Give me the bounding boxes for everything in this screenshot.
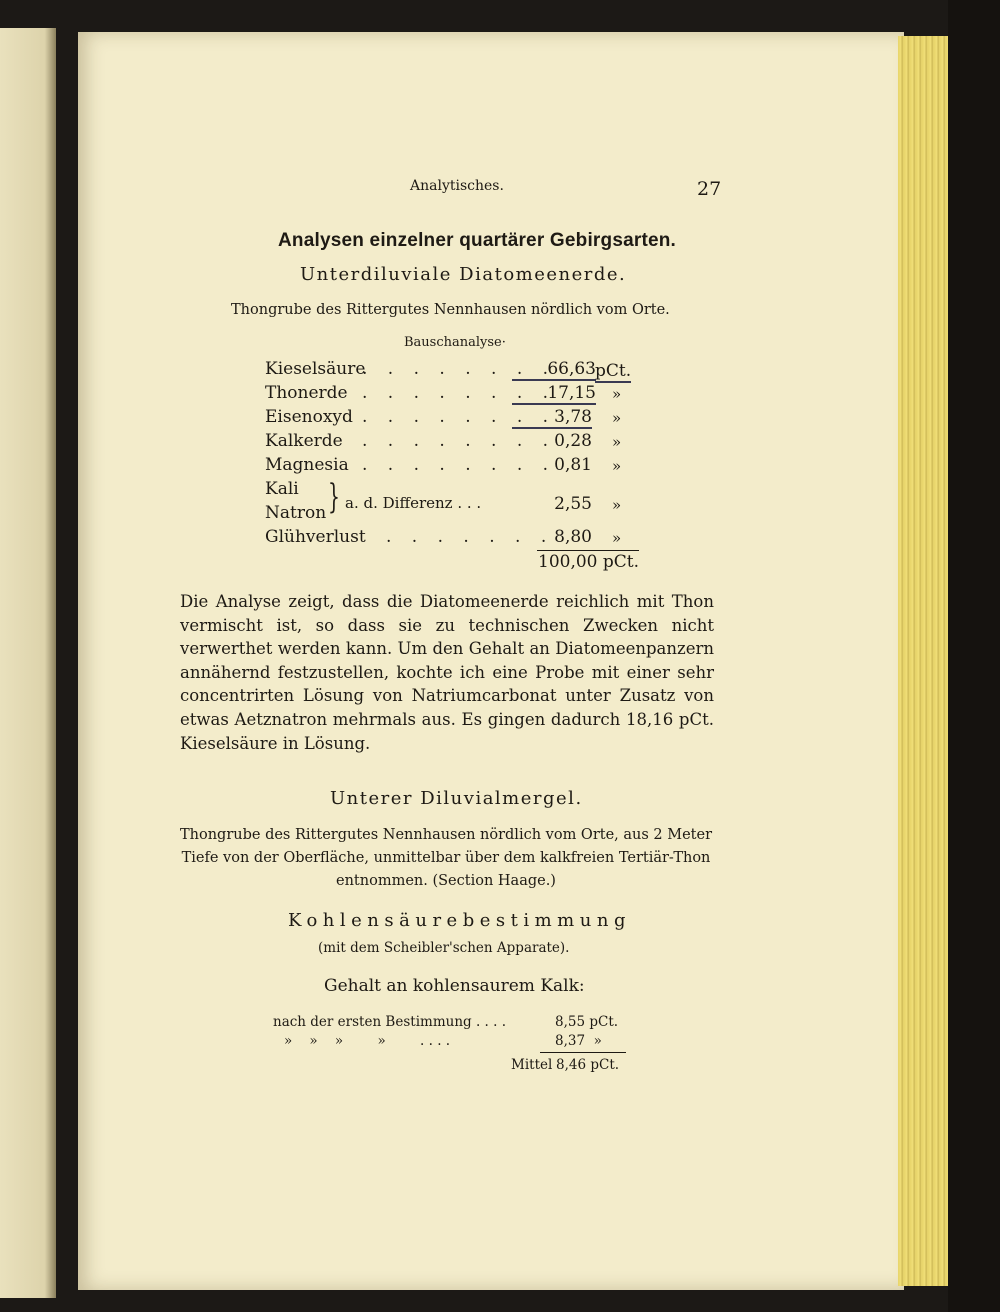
analysis-label: Bauschanalyse· xyxy=(404,335,506,350)
section-title-diluvialmergel: Unterer Diluvialmergel. xyxy=(330,788,583,809)
page-block-edge xyxy=(898,36,948,1286)
row-dots: . . . . . . . . xyxy=(362,383,556,403)
row-value: 17,15 xyxy=(512,383,596,405)
body-paragraph: Die Analyse zeigt, dass die Diatomeenerde reichlich mit Thon vermischt ist, so dass sie zu technischen Zwecken nicht verwerthet werden kann. Um den Gehalt an Diatomeenpanzern annähernd festzustellen, kochte ich eine Probe mit einer sehr concentrirten Lösung von Natriumcarbonat unter Zusatz von etwas Aetznatron mehrmals aus. Es gingen dadurch 18,16 pCt. Kieselsäure in Lösung. xyxy=(180,592,714,753)
mean-rule xyxy=(540,1052,626,1053)
page-number: 27 xyxy=(697,178,722,200)
section-title-diatomeenerde: Unterdiluviale Diatomeenerde. xyxy=(300,264,627,285)
row-unit: » xyxy=(612,433,622,451)
mean-value: 8,46 pCt. xyxy=(556,1057,620,1073)
determination-2-label: » » » » . . . . xyxy=(284,1033,451,1049)
difference-value: 2,55 xyxy=(554,494,592,514)
row-unit: » xyxy=(612,457,622,475)
scan-border-right xyxy=(948,0,1000,1312)
row-dots: . . . . . . . . xyxy=(362,455,556,475)
row-value: 0,28 xyxy=(554,431,592,451)
row-unit: » xyxy=(612,529,622,547)
previous-page-edge xyxy=(0,28,56,1298)
sample-source-2: Thongrube des Rittergutes Nennhausen nördlich vom Orte, aus 2 Meter Tiefe von der Oberfläche, unmittelbar über dem kalkfreien Tertiär-Thon entnommen. (Section Haage.) xyxy=(179,827,713,889)
method-note: (mit dem Scheibler'schen Apparate). xyxy=(318,940,570,956)
row-dots: . . . . . . . . xyxy=(362,431,556,451)
row-unit: » xyxy=(612,409,622,427)
determination-2-value: 8,37 » xyxy=(555,1033,602,1049)
mean-label: Mittel xyxy=(511,1057,553,1073)
sum-rule xyxy=(537,550,639,551)
main-title: Analysen einzelner quartärer Gebirgsarten. xyxy=(278,230,677,251)
determination-1-label: nach der ersten Bestimmung . . . . xyxy=(273,1014,506,1030)
row-label: Eisenoxyd xyxy=(265,407,353,427)
row-label: Kieselsäure xyxy=(265,359,366,379)
row-unit: » xyxy=(612,385,622,403)
kalk-content-heading: Gehalt an kohlensaurem Kalk: xyxy=(324,976,585,996)
difference-unit: » xyxy=(612,496,622,514)
row-value: 66,63 xyxy=(512,359,596,381)
row-label: Kalkerde xyxy=(265,431,343,451)
brace-glyph: } xyxy=(328,477,340,517)
natron-label: Natron xyxy=(265,503,327,523)
row-value: 0,81 xyxy=(554,455,592,475)
determination-1-value: 8,55 pCt. xyxy=(555,1014,619,1030)
difference-label: a. d. Differenz . . . xyxy=(345,494,482,512)
row-dots: . . . . . . . xyxy=(386,527,554,547)
row-label: Glühverlust xyxy=(265,527,366,547)
running-head: Analytisches. xyxy=(410,178,504,194)
sample-source: Thongrube des Rittergutes Nennhausen nördlich vom Orte. xyxy=(231,302,670,318)
row-dots: . . . . . . . . xyxy=(362,407,556,427)
row-label: Thonerde xyxy=(265,383,348,403)
total-value: 100,00 pCt. xyxy=(538,552,640,572)
row-label: Magnesia xyxy=(265,455,349,475)
row-unit: pCt. xyxy=(595,361,632,381)
row-value: 3,78 xyxy=(512,407,592,429)
row-value: 8,80 xyxy=(554,527,592,547)
kohlensaure-heading: Kohlensäurebestimmung xyxy=(288,910,631,931)
row-dots: . . . . . . . . xyxy=(362,359,556,379)
kali-label: Kali xyxy=(265,479,299,499)
